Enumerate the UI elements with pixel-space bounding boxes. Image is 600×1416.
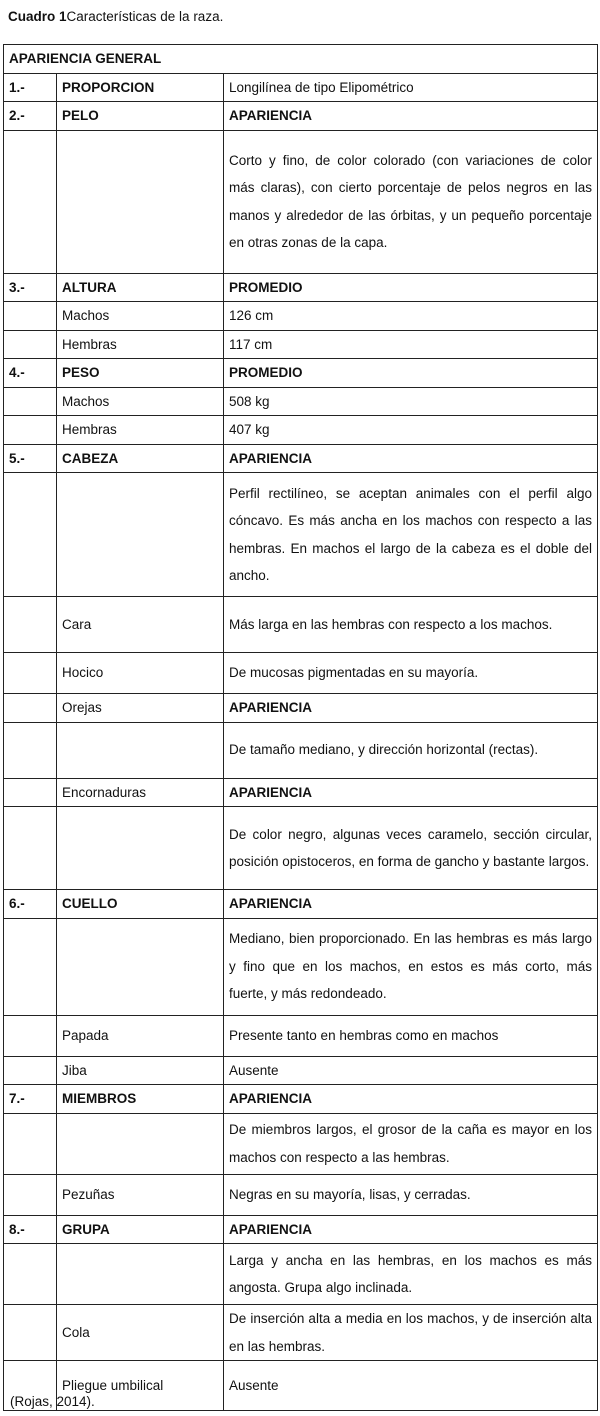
table-row (4, 807, 598, 890)
table-row (4, 444, 598, 473)
row-description: Perfil rectilíneo, se aceptan animales con el perfil algo cóncavo. Es más ancha en los machos con respecto a las hembras. En machos el largo de la cabeza es el doble del ancho. (224, 473, 598, 597)
row-number: 1.- (4, 73, 57, 102)
row-number: 8.- (4, 1215, 57, 1244)
row-value: PROMEDIO (224, 359, 598, 388)
row-value: 126 cm (224, 302, 598, 331)
row-label: Encornaduras (57, 778, 224, 807)
table-row (4, 473, 598, 597)
row-value: Presente tanto en hembras como en machos (224, 1015, 598, 1056)
table-row (4, 330, 598, 359)
table-row (4, 273, 598, 302)
table-row (4, 1215, 598, 1244)
row-value: 117 cm (224, 330, 598, 359)
row-description: Mediano, bien proporcionado. En las hembras es más largo y fino que en los machos, en estos es más corto, más fuerte, y más redondeado. (224, 918, 598, 1015)
row-value: APARIENCIA (224, 778, 598, 807)
row-label: GRUPA (57, 1215, 224, 1244)
table-row (4, 890, 598, 919)
row-label: Hembras (57, 330, 224, 359)
row-label: Pezuñas (57, 1174, 224, 1215)
row-label: Orejas (57, 694, 224, 723)
row-label: PESO (57, 359, 224, 388)
table-header: APARIENCIA GENERAL (4, 45, 598, 74)
row-number: 6.- (4, 890, 57, 919)
row-label: Cara (57, 597, 224, 653)
row-value: APARIENCIA (224, 890, 598, 919)
row-value: APARIENCIA (224, 444, 598, 473)
table-row (4, 694, 598, 723)
row-label: Papada (57, 1015, 224, 1056)
row-label: Cola (57, 1305, 224, 1361)
table-row (4, 653, 598, 694)
table-row (4, 1113, 598, 1174)
table-row (4, 1056, 598, 1085)
row-value: APARIENCIA (224, 1085, 598, 1114)
caption-label: Cuadro 1 (8, 9, 67, 24)
row-label: Hembras (57, 416, 224, 445)
table-row (4, 302, 598, 331)
caption-text: Características de la raza. (66, 9, 224, 24)
table-row (4, 1085, 598, 1114)
row-value: De mucosas pigmentadas en su mayoría. (224, 653, 598, 694)
table-row (4, 778, 598, 807)
table-caption (8, 8, 223, 26)
row-description: De color negro, algunas veces caramelo, sección circular, posición opistoceros, en forma de gancho y bastante largos. (224, 807, 598, 890)
table-row (4, 130, 598, 273)
row-description: De miembros largos, el grosor de la caña es mayor en los machos con respecto a las hembras. (224, 1113, 598, 1174)
table-row (4, 1244, 598, 1305)
row-value: Longilínea de tipo Elipométrico (224, 73, 598, 102)
table-row (4, 416, 598, 445)
row-value: De inserción alta a media en los machos, y de inserción alta en las hembras. (224, 1305, 598, 1361)
row-label: PROPORCION (57, 73, 224, 102)
table-row (4, 722, 598, 778)
row-value: 407 kg (224, 416, 598, 445)
row-label: CABEZA (57, 444, 224, 473)
row-description: Larga y ancha en las hembras, en los machos es más angosta. Grupa algo inclinada. (224, 1244, 598, 1305)
row-value: Más larga en las hembras con respecto a los machos. (224, 597, 598, 653)
table-row (4, 597, 598, 653)
row-description: De tamaño mediano, y dirección horizontal (rectas). (224, 722, 598, 778)
row-value: Negras en su mayoría, lisas, y cerradas. (224, 1174, 598, 1215)
source-citation: (Rojas, 2014). (10, 1394, 95, 1409)
row-value: Ausente (224, 1056, 598, 1085)
row-label: Machos (57, 302, 224, 331)
table-row (4, 1174, 598, 1215)
breed-characteristics-table (3, 44, 598, 1411)
table-row (4, 102, 598, 131)
row-description: Corto y fino, de color colorado (con variaciones de color más claras), con cierto porcentaje de pelos negros en las manos y alrededor de las órbitas, y un pequeño porcentaje en otras zonas de la capa. (224, 130, 598, 273)
row-number: 5.- (4, 444, 57, 473)
table-row (4, 918, 598, 1015)
row-label: Machos (57, 387, 224, 416)
table-header-row (4, 45, 598, 74)
row-number: 3.- (4, 273, 57, 302)
row-label: Pliegue umbilical (57, 1361, 224, 1411)
row-number: 7.- (4, 1085, 57, 1114)
table-row (4, 1305, 598, 1361)
row-number: 4.- (4, 359, 57, 388)
row-value: APARIENCIA (224, 102, 598, 131)
row-label: Hocico (57, 653, 224, 694)
row-value: APARIENCIA (224, 694, 598, 723)
row-value: PROMEDIO (224, 273, 598, 302)
row-value: 508 kg (224, 387, 598, 416)
row-label: PELO (57, 102, 224, 131)
row-label: MIEMBROS (57, 1085, 224, 1114)
row-label: CUELLO (57, 890, 224, 919)
row-value: APARIENCIA (224, 1215, 598, 1244)
table-row (4, 73, 598, 102)
row-number: 2.- (4, 102, 57, 131)
row-value: Ausente (224, 1361, 598, 1411)
table-row (4, 387, 598, 416)
row-label: ALTURA (57, 273, 224, 302)
table-row (4, 359, 598, 388)
table-row (4, 1015, 598, 1056)
row-label: Jiba (57, 1056, 224, 1085)
